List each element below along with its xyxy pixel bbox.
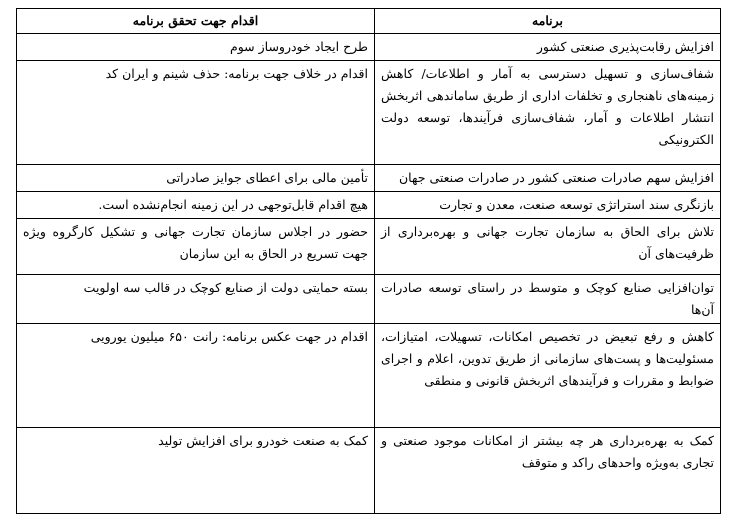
table-row <box>17 165 721 192</box>
table-row <box>17 34 721 61</box>
action-cell: طرح ایجاد خودروساز سوم <box>17 34 375 61</box>
header-program: برنامه <box>375 9 721 34</box>
table-row <box>17 324 721 428</box>
action-cell: اقدام در جهت عکس برنامه: رانت ۶۵۰ میلیون یورویی <box>17 324 375 428</box>
action-cell: کمک به صنعت خودرو برای افزایش تولید <box>17 428 375 514</box>
program-cell: شفاف‌سازی و تسهیل دسترسی به آمار و اطلاعات/ کاهش زمینه‌های ناهنجاری و تخلفات اداری از طریق ساماندهی اثربخش انتشار اطلاعات و آمار، شفاف‌سازی فرآیندها، توسعه دولت الکترونیکی <box>375 61 721 165</box>
program-action-table <box>16 8 721 514</box>
table-row <box>17 61 721 165</box>
action-cell: حضور در اجلاس سازمان تجارت جهانی و تشکیل کارگروه ویژه جهت تسریع در الحاق به این سازمان <box>17 219 375 275</box>
header-action: اقدام جهت تحقق برنامه <box>17 9 375 34</box>
action-cell: بسته حمایتی دولت از صنایع کوچک در قالب سه اولویت <box>17 275 375 324</box>
program-cell: کاهش و رفع تبعیض در تخصیص امکانات، تسهیلات، امتیازات، مسئولیت‌ها و پست‌های سازمانی از طریق تدوین، اعلام و اجرای ضوابط و مقررات و فرآیندهای اثربخش قانونی و منطقی <box>375 324 721 428</box>
program-cell: کمک به بهره‌برداری هر چه بیشتر از امکانات موجود صنعتی و تجاری به‌ویژه واحدهای راکد و متوقف <box>375 428 721 514</box>
program-cell: تلاش برای الحاق به سازمان تجارت جهانی و بهره‌برداری از ظرفیت‌های آن <box>375 219 721 275</box>
program-cell: توان‌افزایی صنایع کوچک و متوسط در راستای توسعه صادرات آن‌ها <box>375 275 721 324</box>
program-cell: افزایش سهم صادرات صنعتی کشور در صادرات صنعتی جهان <box>375 165 721 192</box>
program-cell: بازنگری سند استراتژی توسعه صنعت، معدن و تجارت <box>375 192 721 219</box>
table-row <box>17 219 721 275</box>
table-row <box>17 192 721 219</box>
program-table-container <box>16 8 720 514</box>
table-row <box>17 428 721 514</box>
table-header-row <box>17 9 721 34</box>
action-cell: اقدام در خلاف جهت برنامه: حذف شینم و ایران کد <box>17 61 375 165</box>
action-cell: هیچ اقدام قابل‌توجهی در این زمینه انجام‌نشده است. <box>17 192 375 219</box>
table-row <box>17 275 721 324</box>
action-cell: تأمین مالی برای اعطای جوایز صادراتی <box>17 165 375 192</box>
program-cell: افزایش رقابت‌پذیری صنعتی کشور <box>375 34 721 61</box>
